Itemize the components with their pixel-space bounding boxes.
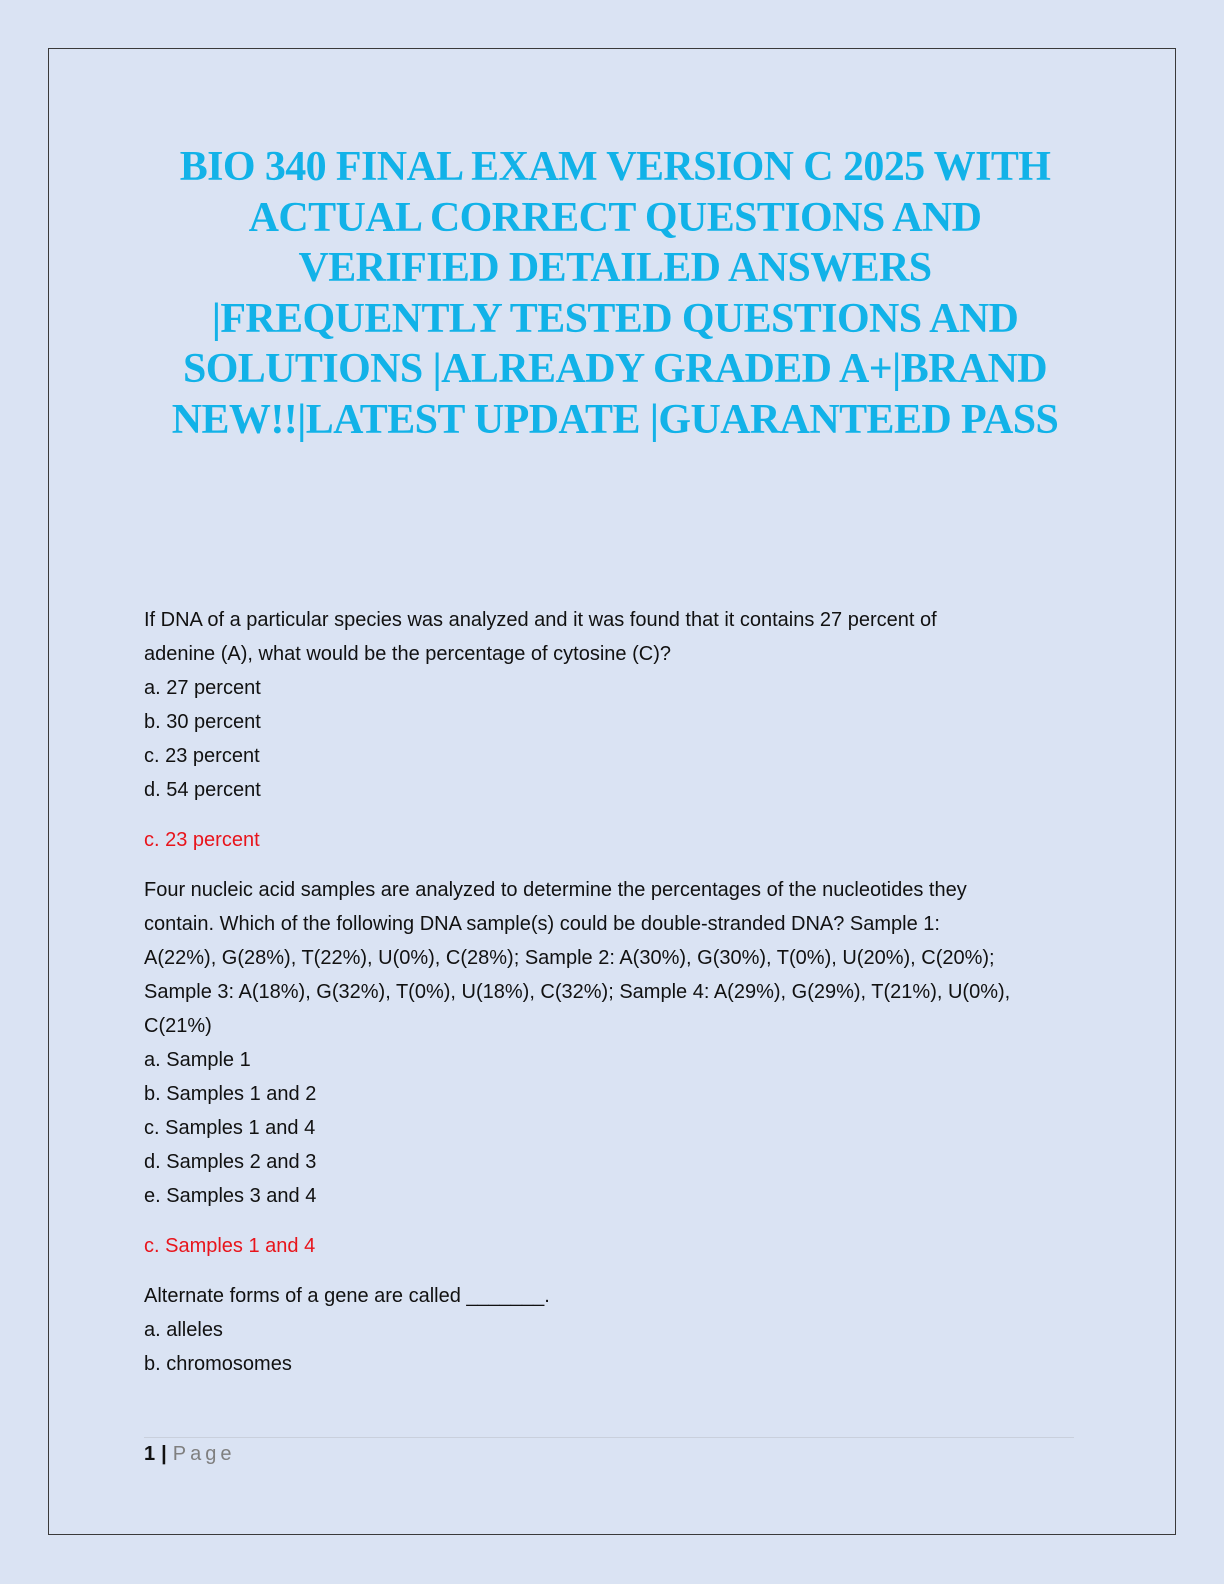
question-text: adenine (A), what would be the percentage of cytosine (C)? bbox=[144, 643, 671, 665]
footer-divider bbox=[144, 1437, 1074, 1438]
answer-option: a. alleles bbox=[144, 1319, 223, 1341]
answer-option: a. 27 percent bbox=[144, 677, 261, 699]
title-line: NEW!!|LATEST UPDATE |GUARANTEED PASS bbox=[171, 396, 1059, 443]
question-text: If DNA of a particular species was analyzed and it was found that it contains 27 percent of bbox=[144, 609, 937, 631]
page-label: Page bbox=[172, 1443, 236, 1465]
page-footer bbox=[144, 1440, 235, 1468]
answer-option: e. Samples 3 and 4 bbox=[144, 1185, 317, 1207]
question-text: Four nucleic acid samples are analyzed to determine the percentages of the nucleotides they bbox=[144, 879, 967, 901]
answer-option: c. 23 percent bbox=[144, 745, 260, 767]
title-line: SOLUTIONS |ALREADY GRADED A+|BRAND bbox=[182, 346, 1048, 392]
answer-option: d. Samples 2 and 3 bbox=[144, 1151, 317, 1173]
question-block bbox=[144, 603, 1084, 857]
title-line: |FREQUENTLY TESTED QUESTIONS AND bbox=[211, 295, 1019, 342]
question-text: C(21%) bbox=[144, 1015, 212, 1037]
title-line: BIO 340 FINAL EXAM VERSION C 2025 WITH bbox=[179, 144, 1051, 190]
question-list bbox=[144, 603, 1084, 1381]
answer-option: c. Samples 1 and 4 bbox=[144, 1117, 316, 1139]
answer-option: b. chromosomes bbox=[144, 1353, 292, 1375]
answer-option: b. 30 percent bbox=[144, 711, 261, 733]
question-text: Sample 3: A(18%), G(32%), T(0%), U(18%), C(32%); Sample 4: A(29%), G(29%), T(21%), U(0%), bbox=[144, 981, 1011, 1003]
title-line: ACTUAL CORRECT QUESTIONS AND bbox=[248, 194, 982, 241]
document-title bbox=[140, 142, 1090, 445]
title-line: VERIFIED DETAILED ANSWERS bbox=[298, 245, 932, 291]
footer-separator: | bbox=[161, 1443, 167, 1465]
question-text: A(22%), G(28%), T(22%), U(0%), C(28%); Sample 2: A(30%), G(30%), T(0%), U(20%), C(20%); bbox=[144, 947, 995, 969]
page-number: 1 bbox=[144, 1443, 156, 1465]
question-block bbox=[144, 1279, 1084, 1381]
answer-option: b. Samples 1 and 2 bbox=[144, 1083, 317, 1105]
question-block bbox=[144, 873, 1084, 1263]
correct-answer: c. 23 percent bbox=[144, 829, 260, 851]
question-text: contain. Which of the following DNA sample(s) could be double-stranded DNA? Sample 1: bbox=[144, 913, 940, 935]
question-text: Alternate forms of a gene are called _______. bbox=[144, 1285, 550, 1307]
answer-option: a. Sample 1 bbox=[144, 1049, 251, 1071]
correct-answer: c. Samples 1 and 4 bbox=[144, 1235, 316, 1257]
answer-option: d. 54 percent bbox=[144, 779, 261, 801]
